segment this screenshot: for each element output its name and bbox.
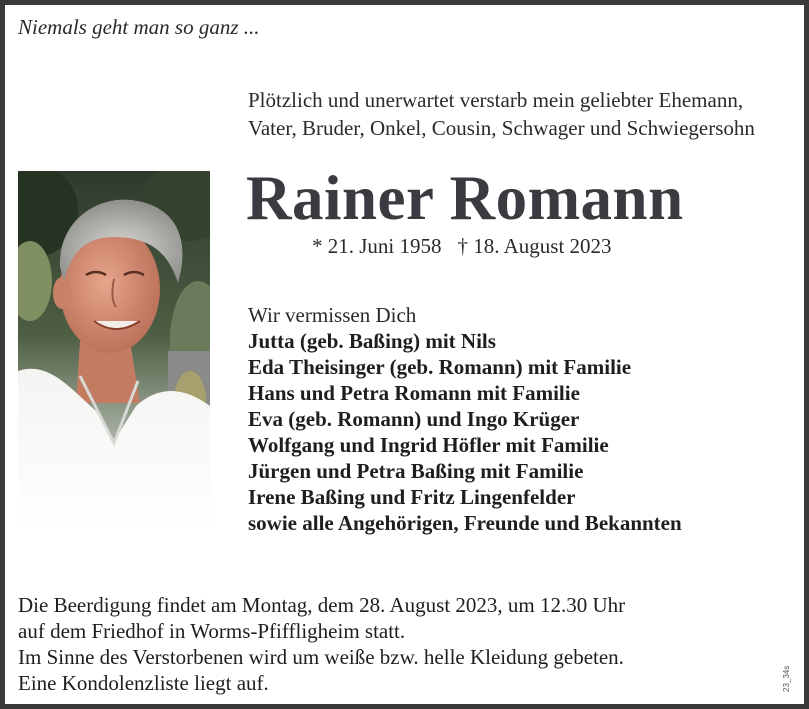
- mourner-entry: sowie alle Angehörigen, Freunde und Bekannten: [248, 511, 682, 535]
- mourner-entry: Jutta (geb. Baßing) mit Nils: [248, 329, 496, 353]
- reference-code: 23_34s: [782, 665, 791, 692]
- funeral-line-1: Die Beerdigung findet am Montag, dem 28. August 2023, um 12.30 Uhr: [18, 593, 626, 617]
- funeral-line-3: Im Sinne des Verstorbenen wird um weiße bzw. helle Kleidung gebeten.: [18, 645, 624, 669]
- funeral-line-2: auf dem Friedhof in Worms-Pfiffligheim statt.: [18, 619, 406, 643]
- mourner-entry: Eva (geb. Romann) und Ingo Krüger: [248, 407, 580, 431]
- intro-text: [248, 86, 796, 142]
- birth-date: * 21. Juni 1958: [312, 234, 442, 258]
- mourner-entry: Wolfgang und Ingrid Höfler mit Familie: [248, 433, 609, 457]
- death-date: † 18. August 2023: [457, 234, 612, 258]
- deceased-name: Rainer Romann: [246, 163, 684, 233]
- life-dates: [312, 234, 612, 259]
- mourner-entry: Jürgen und Petra Baßing mit Familie: [248, 459, 584, 483]
- portrait-photo: [18, 171, 210, 535]
- intro-line-1: Plötzlich und unerwartet verstarb mein geliebter Ehemann,: [248, 88, 744, 112]
- funeral-details: [18, 592, 625, 696]
- intro-line-2: Vater, Bruder, Onkel, Cousin, Schwager und Schwiegersohn: [248, 116, 755, 140]
- mourner-entry: Eda Theisinger (geb. Romann) mit Familie: [248, 355, 632, 379]
- mourner-entry: Hans und Petra Romann mit Familie: [248, 381, 580, 405]
- mourner-list: [248, 302, 682, 536]
- mourners-lead: Wir vermissen Dich: [248, 303, 417, 327]
- motto-quote: Niemals geht man so ganz ...: [18, 15, 260, 39]
- funeral-line-4: Eine Kondolenzliste liegt auf.: [18, 671, 269, 695]
- mourner-entry: Irene Baßing und Fritz Lingenfelder: [248, 485, 576, 509]
